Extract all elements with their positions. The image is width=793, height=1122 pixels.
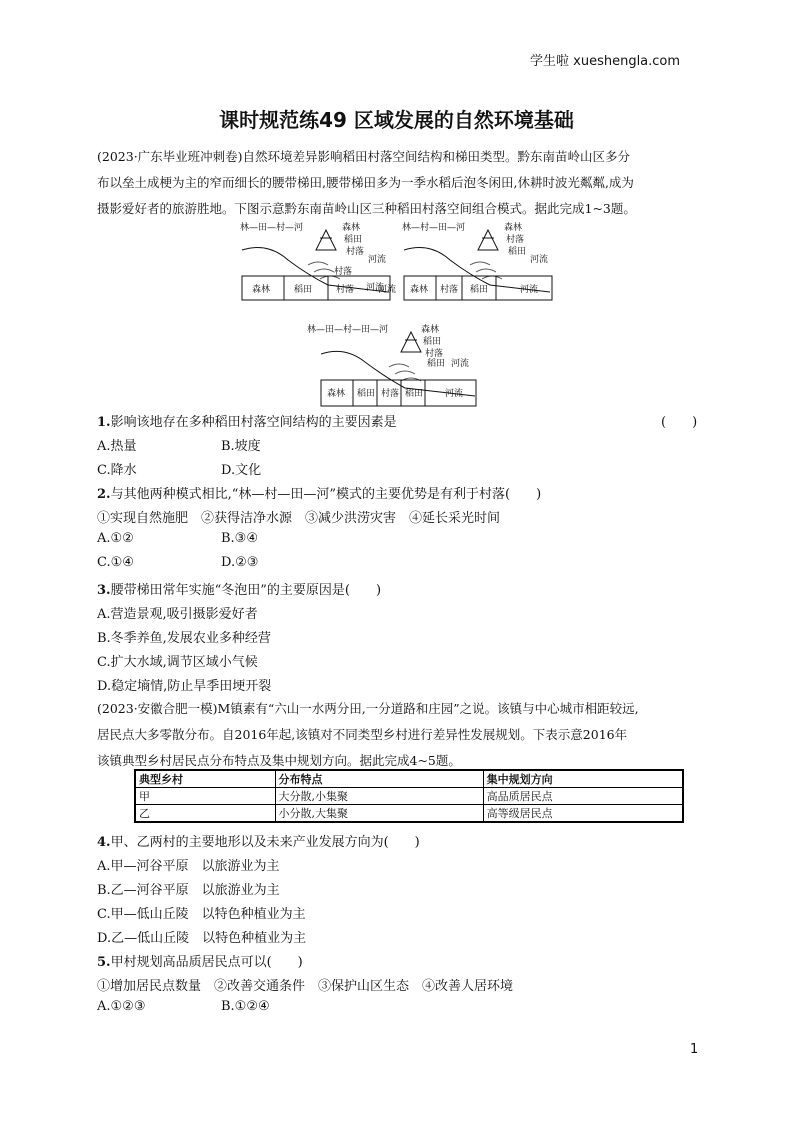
label-river: 河流 [378,285,397,295]
label-village: 村落 [334,267,353,277]
label-river: 河流 [451,359,470,369]
table-cell: 高品质居民点 [483,788,683,805]
label-river: 河流 [520,285,539,295]
option-c: C.甲—低山丘陵 以特色种植业为主 [97,907,306,922]
question-number: 4. [97,835,111,850]
option-a: A.热量 [97,439,137,454]
question-number: 5. [97,955,111,970]
label-field: 稻田 [344,235,363,245]
label-village: 村落 [346,247,365,257]
page-number: 1 [690,1042,699,1057]
option-a: A.甲—河谷平原 以旅游业为主 [97,859,280,874]
question-1 [97,411,397,430]
intro-line: (2023·安徽合肥一模)M镇素有“六山一水两分田,一分道路和庄园”之说。该镇与中心城市相距较远, [97,701,639,716]
table-cell: 乙 [135,805,275,823]
table-row [135,805,683,823]
label-village: 村落 [440,285,459,295]
option-d: D.②③ [221,555,259,570]
table-cell: 大分散,小集聚 [275,788,483,805]
question-items: ①增加居民点数量 ②改善交通条件 ③保护山区生态 ④改善人居环境 [97,979,514,994]
label-river: 河流 [530,255,549,265]
label-river: 河流 [368,255,387,265]
option-b: B.③④ [221,531,258,546]
option-a: A.①② [97,531,134,546]
option-d: D.乙—低山丘陵 以特色种植业为主 [97,931,307,946]
question-number: 1. [97,415,111,430]
intro-line: 摄影爱好者的旅游胜地。下图示意黔东南苗岭山区三种稻田村落空间组合模式。据此完成1~3题。 [97,201,636,216]
diagram-title: 林—田—村—田—河 [307,325,389,335]
intro-line: 居民点大多零散分布。自2016年起,该镇对不同类型乡村进行差异性发展规划。下表示意2016年 [97,727,628,742]
table-row [135,788,683,805]
question-5 [97,951,303,970]
label-forest: 森林 [504,223,523,233]
question-text: 与其他两种模式相比,“林—村—田—河”模式的主要优势是有利于村落( ) [110,487,542,502]
intro-line: (2023·广东毕业班冲刺卷)自然环境差异影响稻田村落空间结构和梯田类型。黔东南苗岭山区多分 [97,149,631,164]
label-field: 稻田 [470,285,489,295]
label-field: 稻田 [405,389,424,399]
label-river: 河流 [445,389,464,399]
answer-paren: ( ) [661,415,698,430]
label-field: 稻田 [427,359,446,369]
label-field: 稻田 [508,247,527,257]
question-items: ①实现自然施肥 ②获得洁净水源 ③减少洪涝灾害 ④延长采光时间 [97,511,501,526]
table-cell: 高等级居民点 [483,805,683,823]
option-c: C.扩大水域,调节区域小气候 [97,655,258,670]
label-river: 河流 [366,283,385,293]
table-cell: 小分散,大集聚 [275,805,483,823]
option-c: C.降水 [97,463,137,478]
diagram-forest-field-village-river [238,220,397,302]
label-forest: 森林 [327,389,346,399]
diagram-forest-village-field-river [400,220,556,302]
question-text: 甲、乙两村的主要地形以及未来产业发展方向为( ) [110,835,420,850]
option-d: D.文化 [221,463,262,478]
header-brand: 学生啦 xueshengla.com [530,54,681,69]
label-forest: 森林 [342,223,361,233]
village-table [134,769,684,823]
table-header-row [135,770,683,788]
diagram-title: 林—田—村—河 [240,223,304,233]
question-text: 影响该地存在多种稻田村落空间结构的主要因素是 [110,415,397,430]
label-village: 村落 [506,235,525,245]
table-header: 集中规划方向 [483,770,683,788]
label-field: 稻田 [357,389,376,399]
label-village: 村落 [381,389,400,399]
page-title: 课时规范练49 区域发展的自然环境基础 [219,108,574,132]
question-text: 甲村规划高品质居民点可以( ) [110,955,303,970]
table-header: 分布特点 [275,770,483,788]
label-field: 稻田 [294,285,313,295]
option-b: B.坡度 [221,439,261,454]
table-header: 典型乡村 [135,770,275,788]
label-forest: 森林 [410,285,429,295]
intro-line: 布以垒土成梗为主的窄而细长的腰带梯田,腰带梯田多为一季水稻后泡冬闲田,休耕时波光粼粼,成为 [97,175,634,190]
option-b: B.①②④ [221,999,270,1014]
question-2 [97,483,541,502]
table-cell: 甲 [135,788,275,805]
label-forest: 森林 [421,325,440,335]
option-d: D.稳定墒情,防止旱季田埂开裂 [97,679,272,694]
question-text: 腰带梯田常年实施“冬泡田”的主要原因是( ) [110,583,382,598]
question-3 [97,579,381,598]
intro-passage-1 [97,144,697,222]
label-forest: 森林 [252,285,271,295]
question-number: 2. [97,487,111,502]
question-number: 3. [97,583,111,598]
intro-line: 该镇典型乡村居民点分布特点及集中规划方向。据此完成4~5题。 [97,753,461,768]
intro-passage-2 [97,696,697,774]
label-village: 村落 [425,349,444,359]
option-b: B.乙—河谷平原 以旅游业为主 [97,883,280,898]
diagram-title: 林—村—田—河 [402,223,466,233]
diagram-forest-field-village-field-river [305,322,480,408]
label-field: 稻田 [423,337,442,347]
option-a: A.营造景观,吸引摄影爱好者 [97,607,258,622]
option-c: C.①④ [97,555,134,570]
option-b: B.冬季养鱼,发展农业多种经营 [97,631,271,646]
question-4 [97,831,420,850]
label-village: 村落 [336,285,355,295]
option-a: A.①②③ [97,999,146,1014]
